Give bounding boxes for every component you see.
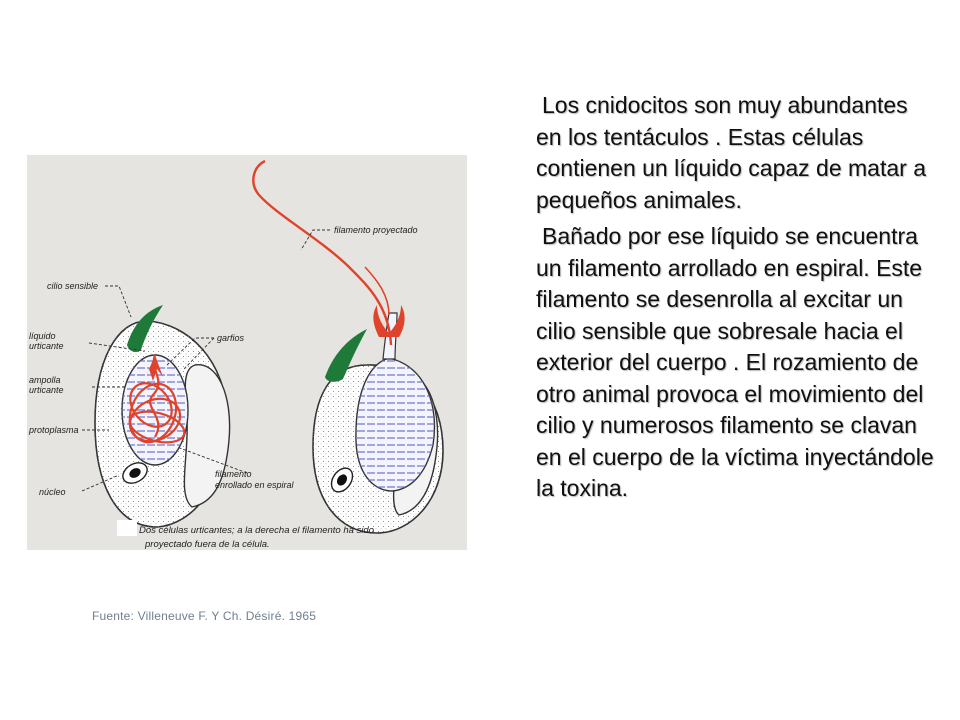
figure-caption-line1: Dos células urticantes; a la derecha el filamento ha sido [139, 525, 374, 536]
label-liquido: líquido [29, 331, 56, 341]
label-ampolla: ampolla [29, 375, 61, 385]
label-ampolla-urticante: urticante [29, 385, 64, 395]
label-protoplasma: protoplasma [29, 425, 79, 435]
label-liquido-urticante: urticante [29, 341, 64, 351]
label-nucleo: núcleo [39, 487, 66, 497]
projected-filament [253, 161, 391, 345]
left-cell [95, 305, 230, 527]
figure-source: Fuente: Villeneuve F. Y Ch. Désiré. 1965 [92, 609, 317, 623]
label-filamento: filamento [215, 469, 252, 479]
label-filamento-proyectado: filamento proyectado [334, 225, 418, 235]
label-enrollado-en-espiral: enrollado en espiral [215, 480, 294, 490]
figure-caption-line2: proyectado fuera de la célula. [145, 539, 270, 550]
label-garfios: garfios [217, 333, 245, 343]
paragraph-cnidocitos: Los cnidocitos son muy abundantes en los tentáculos . Estas células contienen un líquido capaz de matar a pequeños animales. [536, 92, 926, 213]
cnidocyte-figure [27, 155, 467, 550]
paragraph-filamento: Bañado por ese líquido se encuentra un filamento arrollado en espiral. Este filamento se desenrolla al excitar un cilio sensible que sobresale hacia el exterior del cuerpo . El rozamiento de otro animal provoca el movimiento del cilio y numerosos filamento se clavan en el cuerpo de la víctima inyectándole la toxina. [536, 223, 934, 501]
text-column [536, 90, 936, 510]
label-cilio-sensible: cilio sensible [47, 281, 99, 291]
right-cell [253, 161, 443, 533]
